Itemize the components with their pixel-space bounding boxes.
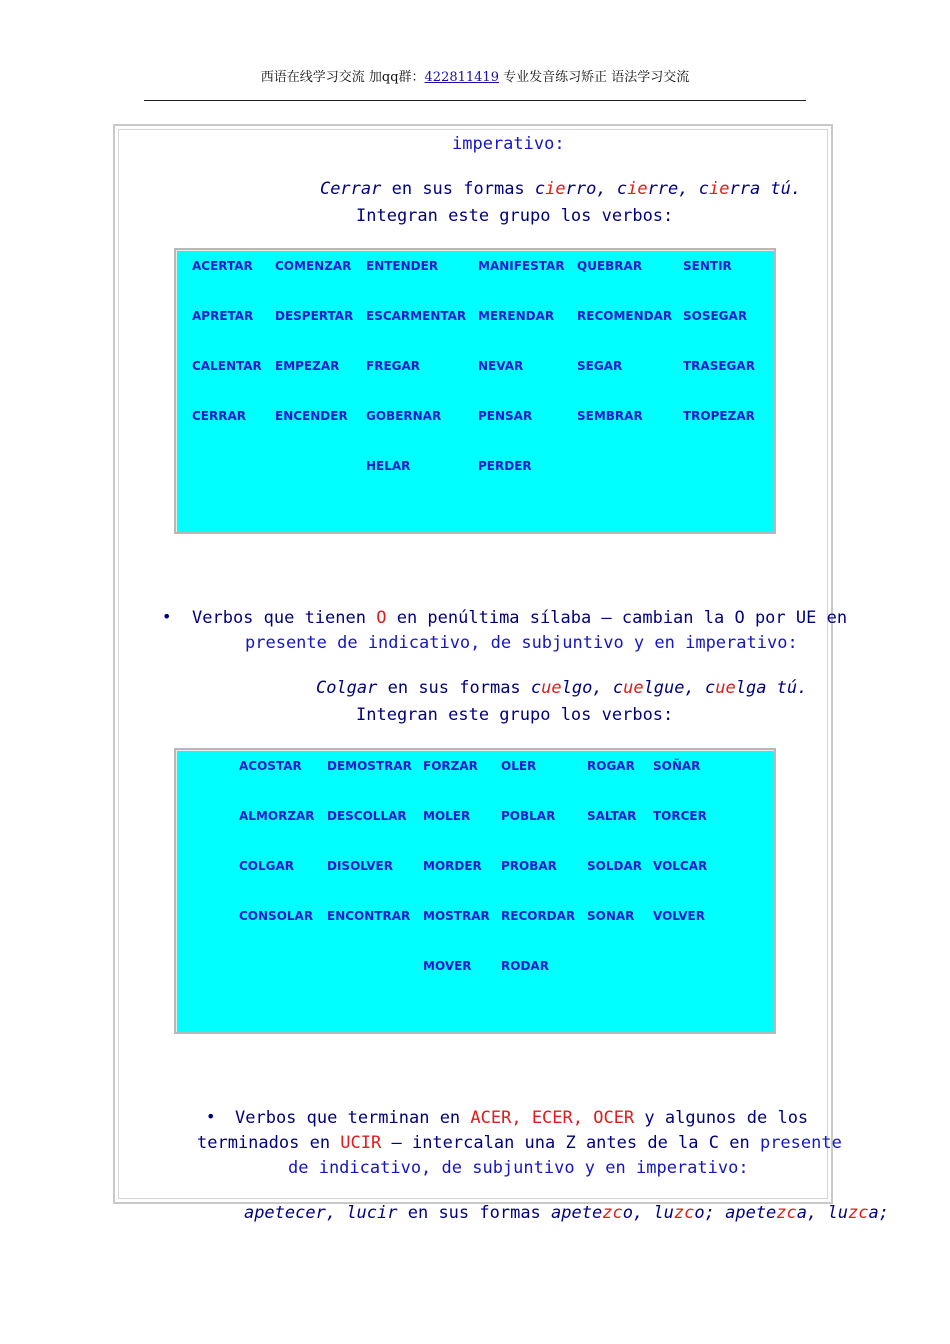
verb-cell: CONSOLAR [239, 909, 314, 923]
header-text: 西语在线学习交流 加qq群： [260, 70, 425, 85]
section2-intro: Integran este grupo los verbos: [356, 705, 674, 725]
verb-cell: RODAR [501, 959, 549, 973]
rule-text: y algunos de los [634, 1108, 809, 1128]
form-highlight: ue [623, 678, 644, 698]
verb-cell: MORDER [423, 859, 482, 873]
verb-cell: PENSAR [478, 409, 533, 423]
verb-cell: RECOMENDAR [577, 309, 673, 323]
form-highlight: zc [673, 1203, 695, 1223]
verb-cell: PROBAR [501, 859, 557, 873]
form-part: o; [694, 1203, 715, 1223]
verb-cell: CALENTAR [192, 359, 262, 373]
verb-cell: ENCONTRAR [327, 909, 411, 923]
verb-cell: TORCER [653, 809, 707, 823]
form-highlight: zc [847, 1203, 869, 1223]
form-highlight: zc [602, 1203, 623, 1223]
form-highlight: ue [541, 678, 562, 698]
verb-cell: RECORDAR [501, 909, 576, 923]
verb-cell: FORZAR [423, 759, 478, 773]
verb-cell: MOVER [423, 959, 472, 973]
verb-cell: SONAR [587, 909, 635, 923]
verb-cell: ACERTAR [192, 259, 253, 273]
example-verb: Colgar [315, 678, 378, 698]
form-part: apete [714, 1203, 777, 1223]
rule-highlight: ACER, ECER, OCER [470, 1108, 635, 1128]
verb-cell: POBLAR [501, 809, 556, 823]
form-part: a, [796, 1203, 818, 1223]
verb-cell: SOÑAR [653, 759, 701, 773]
form-part: lga tú. [735, 678, 808, 698]
example-verb: Cerrar [319, 179, 382, 199]
example-verb: lucir [336, 1203, 398, 1223]
verb-cell: ENCENDER [275, 409, 348, 423]
example-mid: en sus formas [397, 1203, 552, 1223]
section3-rule-line1 [235, 1108, 808, 1128]
verb-table-ie [174, 248, 776, 534]
form-highlight: ue [715, 678, 736, 698]
verb-cell: SENTIR [683, 259, 732, 273]
section3-rule-line3: de indicativo, de subjuntivo y en imperativo: [288, 1158, 749, 1178]
form-part: lgo, [561, 678, 603, 698]
bullet-marker: • [206, 1107, 216, 1126]
verb-cell: TRASEGAR [683, 359, 755, 373]
verb-cell: NEVAR [478, 359, 524, 373]
verb-cell: MANIFESTAR [478, 259, 565, 273]
form-part: c [694, 678, 716, 698]
form-part: lu [643, 1203, 674, 1223]
form-part: c [602, 678, 624, 698]
verb-cell: PERDER [478, 459, 532, 473]
section2-rule-line1 [192, 608, 847, 628]
section3-rule-line2 [197, 1133, 842, 1153]
rule-text: Verbos que terminan en [235, 1108, 471, 1128]
verb-cell: SOLDAR [587, 859, 642, 873]
verb-cell: ALMORZAR [239, 809, 315, 823]
example-verb: apetecer, [243, 1203, 337, 1223]
form-highlight: ie [545, 179, 566, 199]
rule-text: — intercalan una Z antes de la C en [381, 1133, 760, 1153]
verb-cell: SALTAR [587, 809, 637, 823]
header-divider [144, 100, 806, 101]
form-part: c [688, 179, 709, 199]
example-mid: en sus formas [381, 179, 535, 199]
verb-cell: ENTENDER [366, 259, 439, 273]
section1-imperativo: imperativo: [452, 134, 565, 154]
form-part: rra tú. [729, 179, 802, 199]
form-part: c [530, 678, 542, 698]
verb-cell: MOSTRAR [423, 909, 490, 923]
form-part: lgue, [643, 678, 695, 698]
verb-cell: VOLVER [653, 909, 705, 923]
form-part: c [534, 179, 546, 199]
verb-cell: GOBERNAR [366, 409, 442, 423]
rule-text-blue: presente [759, 1133, 842, 1153]
verb-cell: DEMOSTRAR [327, 759, 412, 773]
verb-cell: COLGAR [239, 859, 295, 873]
form-part: a; [868, 1203, 889, 1223]
rule-highlight: UCIR [340, 1133, 382, 1153]
form-highlight: ie [709, 179, 730, 199]
verb-cell: ROGAR [587, 759, 635, 773]
verb-cell: SEGAR [577, 359, 623, 373]
verb-cell: CERRAR [192, 409, 247, 423]
header-text-tail: 专业发音练习矫正 语法学习交流 [498, 70, 690, 85]
verb-cell: DESPERTAR [275, 309, 354, 323]
form-part: apete [551, 1203, 603, 1223]
bullet-marker: • [162, 607, 172, 626]
verb-cell: SEMBRAR [577, 409, 643, 423]
content-frame [113, 124, 889, 1223]
verb-cell: DISOLVER [327, 859, 393, 873]
verb-cell: ACOSTAR [239, 759, 302, 773]
form-part: c [606, 179, 628, 199]
example-mid: en sus formas [377, 678, 531, 698]
rule-text: Verbos que tienen [192, 608, 377, 628]
verb-cell: FREGAR [366, 359, 421, 373]
section1-intro: Integran este grupo los verbos: [356, 206, 674, 226]
verb-cell: QUEBRAR [577, 259, 643, 273]
verb-cell: ESCARMENTAR [366, 309, 467, 323]
qq-group-link[interactable]: 422811419 [424, 70, 499, 85]
form-part: o, [622, 1203, 644, 1223]
form-highlight: ie [627, 179, 648, 199]
verb-cell: APRETAR [192, 309, 254, 323]
verb-cell: MERENDAR [478, 309, 555, 323]
rule-text: terminados en [197, 1133, 341, 1153]
form-part: lu [817, 1203, 848, 1223]
form-highlight: zc [776, 1203, 797, 1223]
verb-cell: TROPEZAR [683, 409, 755, 423]
verb-cell: SOSEGAR [683, 309, 748, 323]
verb-cell: EMPEZAR [275, 359, 340, 373]
verb-cell: OLER [501, 759, 537, 773]
verb-table-ue [174, 748, 776, 1034]
verb-cell: DESCOLLAR [327, 809, 407, 823]
verb-cell: MOLER [423, 809, 471, 823]
rule-highlight: O [376, 608, 387, 628]
form-part: rro, [565, 179, 607, 199]
form-part: rre, [647, 179, 689, 199]
verb-cell: HELAR [366, 459, 411, 473]
rule-text: en penúltima sílaba — cambian la O por UE en [386, 608, 848, 628]
section2-rule-line2: presente de indicativo, de subjuntivo y en imperativo: [245, 633, 798, 653]
section3-example [203, 1183, 889, 1243]
verb-cell: COMENZAR [275, 259, 352, 273]
verb-cell: VOLCAR [653, 859, 708, 873]
page-header [0, 66, 950, 85]
